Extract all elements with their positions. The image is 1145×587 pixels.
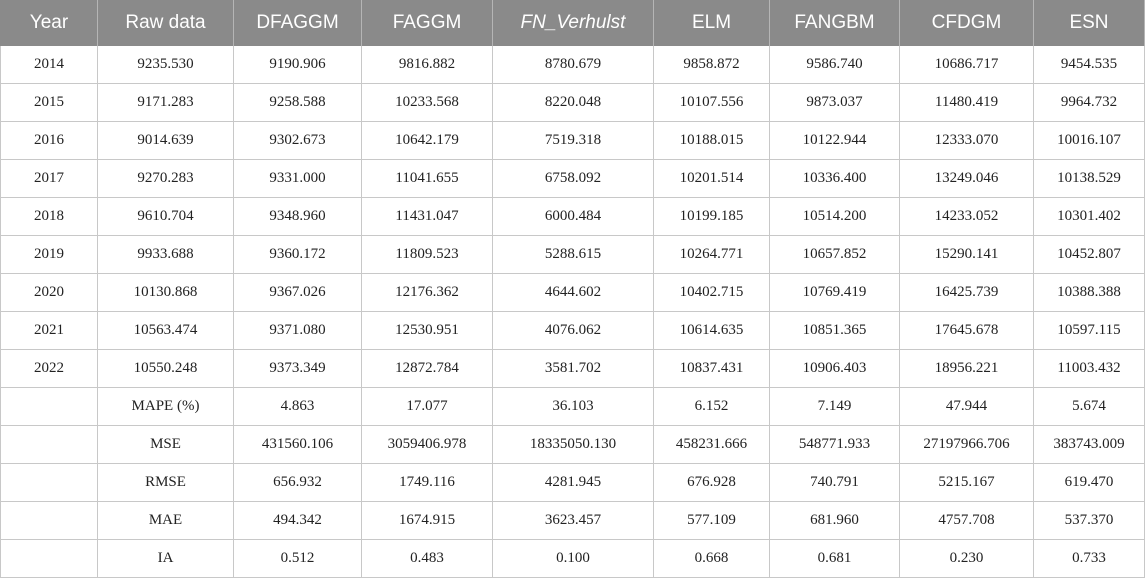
- cell-esn: 383743.009: [1034, 426, 1145, 464]
- cell-fn-verhulst: 6758.092: [493, 160, 654, 198]
- cell-year: [1, 464, 98, 502]
- cell-elm: 676.928: [654, 464, 770, 502]
- cell-faggm: 12530.951: [362, 312, 493, 350]
- header-faggm: FAGGM: [362, 0, 493, 46]
- cell-fn-verhulst: 7519.318: [493, 122, 654, 160]
- cell-elm: 10402.715: [654, 274, 770, 312]
- header-raw-data: Raw data: [98, 0, 234, 46]
- cell-fangbm: 10851.365: [770, 312, 900, 350]
- cell-cfdgm: 47.944: [900, 388, 1034, 426]
- cell-faggm: 1674.915: [362, 502, 493, 540]
- cell-cfdgm: 10686.717: [900, 46, 1034, 84]
- cell-faggm: 11431.047: [362, 198, 493, 236]
- cell-dfaggm: 9373.349: [234, 350, 362, 388]
- table-header: [1, 0, 1145, 46]
- cell-elm: 6.152: [654, 388, 770, 426]
- cell-raw-data: 9270.283: [98, 160, 234, 198]
- cell-cfdgm: 16425.739: [900, 274, 1034, 312]
- cell-elm: 10107.556: [654, 84, 770, 122]
- table-row: [1, 426, 1145, 464]
- cell-esn: 0.733: [1034, 540, 1145, 578]
- cell-esn: 9964.732: [1034, 84, 1145, 122]
- cell-raw-data: 9610.704: [98, 198, 234, 236]
- cell-raw-data: 9171.283: [98, 84, 234, 122]
- cell-year: 2017: [1, 160, 98, 198]
- cell-raw-data: MSE: [98, 426, 234, 464]
- cell-fn-verhulst: 36.103: [493, 388, 654, 426]
- cell-year: 2022: [1, 350, 98, 388]
- table-row: [1, 236, 1145, 274]
- cell-fn-verhulst: 0.100: [493, 540, 654, 578]
- table-row: [1, 198, 1145, 236]
- cell-cfdgm: 13249.046: [900, 160, 1034, 198]
- cell-year: 2016: [1, 122, 98, 160]
- cell-elm: 10188.015: [654, 122, 770, 160]
- cell-dfaggm: 9371.080: [234, 312, 362, 350]
- table-row: [1, 274, 1145, 312]
- cell-fn-verhulst: 8780.679: [493, 46, 654, 84]
- cell-dfaggm: 9367.026: [234, 274, 362, 312]
- cell-cfdgm: 15290.141: [900, 236, 1034, 274]
- cell-esn: 9454.535: [1034, 46, 1145, 84]
- cell-raw-data: 9235.530: [98, 46, 234, 84]
- cell-faggm: 11809.523: [362, 236, 493, 274]
- header-fangbm: FANGBM: [770, 0, 900, 46]
- cell-dfaggm: 9258.588: [234, 84, 362, 122]
- cell-year: 2020: [1, 274, 98, 312]
- cell-esn: 10597.115: [1034, 312, 1145, 350]
- cell-dfaggm: 0.512: [234, 540, 362, 578]
- cell-fn-verhulst: 4076.062: [493, 312, 654, 350]
- cell-raw-data: 10130.868: [98, 274, 234, 312]
- cell-raw-data: IA: [98, 540, 234, 578]
- cell-faggm: 3059406.978: [362, 426, 493, 464]
- cell-raw-data: 9014.639: [98, 122, 234, 160]
- cell-year: [1, 540, 98, 578]
- cell-raw-data: 10550.248: [98, 350, 234, 388]
- cell-elm: 10201.514: [654, 160, 770, 198]
- cell-faggm: 9816.882: [362, 46, 493, 84]
- cell-fn-verhulst: 6000.484: [493, 198, 654, 236]
- cell-fangbm: 9586.740: [770, 46, 900, 84]
- cell-faggm: 12872.784: [362, 350, 493, 388]
- cell-year: [1, 388, 98, 426]
- cell-elm: 10264.771: [654, 236, 770, 274]
- cell-esn: 10138.529: [1034, 160, 1145, 198]
- table-row: [1, 160, 1145, 198]
- cell-cfdgm: 17645.678: [900, 312, 1034, 350]
- cell-elm: 10837.431: [654, 350, 770, 388]
- cell-cfdgm: 18956.221: [900, 350, 1034, 388]
- cell-fangbm: 10514.200: [770, 198, 900, 236]
- cell-fn-verhulst: 8220.048: [493, 84, 654, 122]
- table-row: [1, 312, 1145, 350]
- cell-dfaggm: 9331.000: [234, 160, 362, 198]
- cell-fn-verhulst: 4644.602: [493, 274, 654, 312]
- cell-esn: 619.470: [1034, 464, 1145, 502]
- cell-esn: 537.370: [1034, 502, 1145, 540]
- cell-dfaggm: 9360.172: [234, 236, 362, 274]
- header-row: [1, 0, 1145, 46]
- cell-elm: 10199.185: [654, 198, 770, 236]
- cell-cfdgm: 11480.419: [900, 84, 1034, 122]
- cell-esn: 11003.432: [1034, 350, 1145, 388]
- cell-dfaggm: 9190.906: [234, 46, 362, 84]
- header-elm: ELM: [654, 0, 770, 46]
- cell-raw-data: 9933.688: [98, 236, 234, 274]
- table-row: [1, 464, 1145, 502]
- cell-dfaggm: 656.932: [234, 464, 362, 502]
- table-body: [1, 46, 1145, 578]
- cell-dfaggm: 494.342: [234, 502, 362, 540]
- header-cfdgm: CFDGM: [900, 0, 1034, 46]
- cell-fn-verhulst: 3581.702: [493, 350, 654, 388]
- cell-year: [1, 502, 98, 540]
- cell-year: [1, 426, 98, 464]
- cell-fangbm: 0.681: [770, 540, 900, 578]
- cell-year: 2021: [1, 312, 98, 350]
- cell-cfdgm: 27197966.706: [900, 426, 1034, 464]
- cell-cfdgm: 5215.167: [900, 464, 1034, 502]
- cell-year: 2015: [1, 84, 98, 122]
- cell-fangbm: 548771.933: [770, 426, 900, 464]
- cell-fn-verhulst: 18335050.130: [493, 426, 654, 464]
- cell-fangbm: 740.791: [770, 464, 900, 502]
- cell-year: 2014: [1, 46, 98, 84]
- cell-cfdgm: 14233.052: [900, 198, 1034, 236]
- table-row: [1, 388, 1145, 426]
- cell-elm: 9858.872: [654, 46, 770, 84]
- cell-esn: 10388.388: [1034, 274, 1145, 312]
- cell-dfaggm: 4.863: [234, 388, 362, 426]
- cell-fangbm: 10906.403: [770, 350, 900, 388]
- cell-fn-verhulst: 5288.615: [493, 236, 654, 274]
- cell-faggm: 11041.655: [362, 160, 493, 198]
- cell-faggm: 10642.179: [362, 122, 493, 160]
- cell-elm: 10614.635: [654, 312, 770, 350]
- cell-fangbm: 10769.419: [770, 274, 900, 312]
- cell-fangbm: 10336.400: [770, 160, 900, 198]
- cell-dfaggm: 9348.960: [234, 198, 362, 236]
- cell-cfdgm: 12333.070: [900, 122, 1034, 160]
- cell-raw-data: MAE: [98, 502, 234, 540]
- cell-cfdgm: 0.230: [900, 540, 1034, 578]
- header-dfaggm: DFAGGM: [234, 0, 362, 46]
- cell-fn-verhulst: 3623.457: [493, 502, 654, 540]
- cell-elm: 0.668: [654, 540, 770, 578]
- cell-esn: 5.674: [1034, 388, 1145, 426]
- cell-faggm: 1749.116: [362, 464, 493, 502]
- cell-esn: 10452.807: [1034, 236, 1145, 274]
- cell-faggm: 0.483: [362, 540, 493, 578]
- cell-dfaggm: 431560.106: [234, 426, 362, 464]
- cell-fangbm: 681.960: [770, 502, 900, 540]
- cell-raw-data: 10563.474: [98, 312, 234, 350]
- cell-year: 2019: [1, 236, 98, 274]
- table-row: [1, 350, 1145, 388]
- header-esn: ESN: [1034, 0, 1145, 46]
- cell-dfaggm: 9302.673: [234, 122, 362, 160]
- header-year: Year: [1, 0, 98, 46]
- cell-fangbm: 10122.944: [770, 122, 900, 160]
- cell-fangbm: 7.149: [770, 388, 900, 426]
- table-row: [1, 46, 1145, 84]
- cell-fangbm: 10657.852: [770, 236, 900, 274]
- cell-faggm: 12176.362: [362, 274, 493, 312]
- cell-raw-data: MAPE (%): [98, 388, 234, 426]
- cell-esn: 10301.402: [1034, 198, 1145, 236]
- cell-cfdgm: 4757.708: [900, 502, 1034, 540]
- cell-faggm: 10233.568: [362, 84, 493, 122]
- cell-faggm: 17.077: [362, 388, 493, 426]
- header-fn-verhulst: FN_Verhulst: [493, 0, 654, 46]
- table-row: [1, 540, 1145, 578]
- table-row: [1, 84, 1145, 122]
- cell-fangbm: 9873.037: [770, 84, 900, 122]
- cell-esn: 10016.107: [1034, 122, 1145, 160]
- cell-fn-verhulst: 4281.945: [493, 464, 654, 502]
- cell-elm: 577.109: [654, 502, 770, 540]
- table-row: [1, 122, 1145, 160]
- cell-raw-data: RMSE: [98, 464, 234, 502]
- table-row: [1, 502, 1145, 540]
- cell-elm: 458231.666: [654, 426, 770, 464]
- cell-year: 2018: [1, 198, 98, 236]
